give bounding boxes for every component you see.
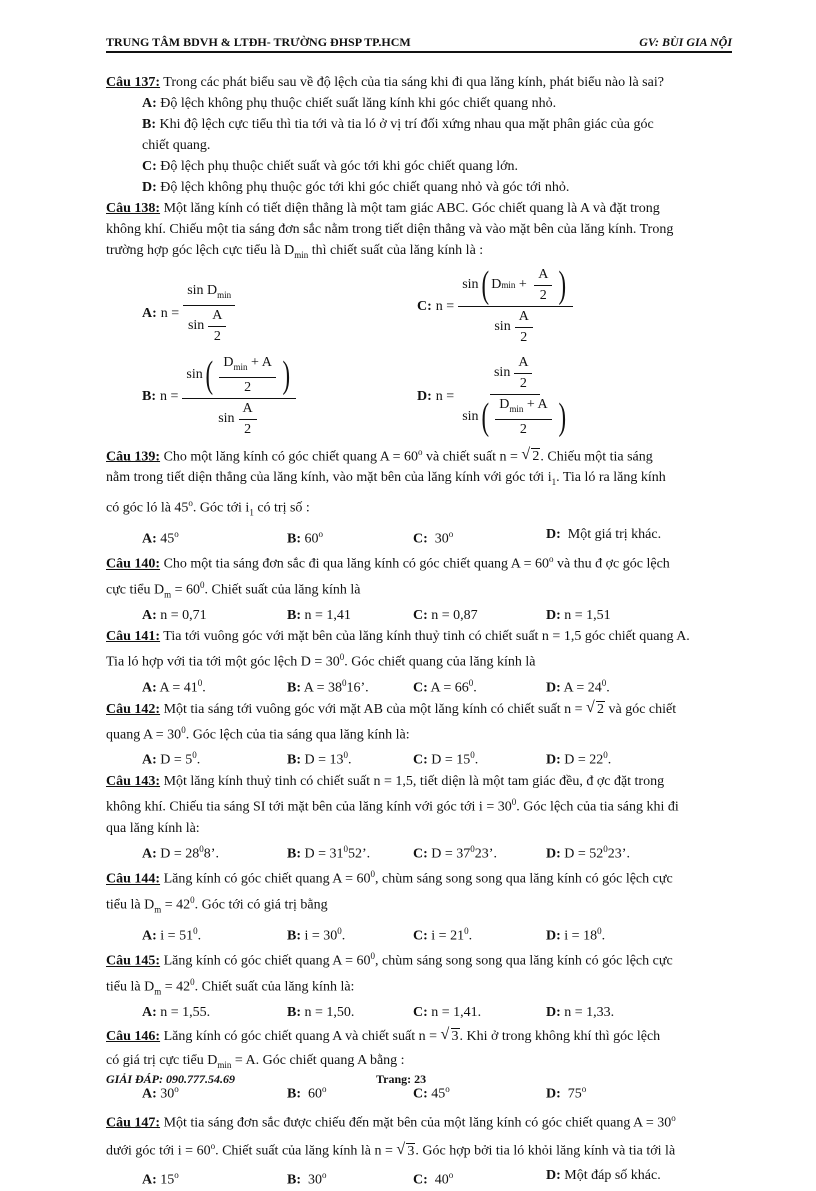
q139-options	[106, 524, 736, 550]
q144-line2: tiểu là $D_m = 42^0$. Góc tới có giá trị bằng	[106, 895, 328, 915]
question-146: Câu 146: Lăng kính có góc chiết quang A và chiết suất n = √ 3. Khi ở trong không khí thì góc lệch	[106, 1026, 736, 1047]
question-139: Câu 139: Cho một lăng kính có góc chiết quang $A = 60^o$ và chiết suất n = √ 2. Chiếu một tia sáng	[106, 442, 736, 468]
header-teacher: GV: BÙI GIA NỘI	[639, 35, 732, 49]
question-140: Câu 140: Cho một tia sáng đơn sắc đi qua lăng kính có góc chiết quang $A = 60^o$ và thu đ ợc góc lệch	[106, 554, 670, 573]
header-institution: TRUNG TÂM BDVH & LTĐH- TRƯỜNG ĐHSP TP.HCM	[106, 35, 411, 49]
footer-contact: GIẢI ĐÁP: 090.777.54.69	[106, 1072, 236, 1086]
page-number: Trang: 23	[376, 1072, 427, 1086]
q146-options: A: 30$^o$ B: 60$^o$ C: 45$^o$ D: 75$^o$	[142, 1084, 587, 1102]
q142-line2: quang $A = 30^0$. Góc lệch của tia sáng qua lăng kính là:	[106, 724, 410, 743]
q138-line3: trường hợp góc lệch cực tiểu là $D_{min}$ thì chiết suất của lăng kính là :	[106, 243, 484, 260]
question-142: Câu 142: Một tia sáng tới vuông góc với mặt AB của một lăng kính có chiết suất n = √ 2 và góc chiết	[106, 699, 736, 720]
q139-option-b: B: 60$^o$	[287, 528, 323, 547]
document-body	[106, 72, 736, 1191]
q138-option-b: B: n = sin ( $\frac{D_{min} + A}{2}$ ) sin $\frac{A}{2}$	[142, 354, 300, 439]
q140-line2: cực tiểu $D_m = 60^0$. Chiết suất của lăng kính là	[106, 580, 361, 600]
page-footer	[106, 1072, 732, 1088]
q137-option-b: B: Khi độ lệch cực tiểu thì tia tới và tia ló ở vị trí đối xứng nhau qua mặt phân giác của góc	[142, 117, 654, 132]
q139-option-a: A: 45$^o$	[142, 528, 179, 547]
q138-option-d: D: n = sin $\frac{A}{2}$ sin ( $\frac{D_{min} + A}{2}$ )	[417, 354, 566, 439]
q138-line2: không khí. Chiếu một tia sáng đơn sắc nằm trong tiết diện thẳng và vào mặt bên của lăng kính. Trong	[106, 222, 674, 237]
q145-line2: tiểu là $D_m = 42^0$. Chiết suất của lăng kính là:	[106, 976, 355, 997]
q145-options: A: n = 1,55. B: n = 1,50. C: n = 1,41. D: n = 1,33.	[142, 1005, 615, 1021]
q138-option-a: A: n = $\sin D_{min}$ sin $\frac{A}{2}$	[142, 282, 239, 346]
q141-options: A: $A = 41^0$. B: $A = 38^016$’. C: $A = 66^0$. D: $A = 24^0$.	[142, 678, 610, 696]
q142-options: A: $D = 5^0$. B: $D = 13^0$. C: $D = 15^0$. D: $D = 22^0$.	[142, 750, 612, 769]
q137-option-c: C: Độ lệch phụ thuộc chiết suất và góc tới khi góc chiết quang lớn.	[142, 159, 518, 174]
q137-option-d: D: Độ lệch không phụ thuộc góc tới khi góc chiết quang nhỏ và góc tới nhỏ.	[142, 180, 570, 195]
question-138: Câu 138: Một lăng kính có tiết diện thẳng là một tam giác ABC. Góc chiết quang là A và đặt trong	[106, 201, 660, 216]
q146-line2: có giá trị cực tiểu $D_{min} = A$. Góc chiết quang A bằng :	[106, 1053, 405, 1071]
q143-options: A: $D = 28^08$’. B: $D = 31^052$’. C: $D = 37^023$’. D: $D = 52^023$’.	[142, 843, 630, 862]
q137-option-a: A: Độ lệch không phụ thuộc chiết suất lăng kính khi góc chiết quang nhỏ.	[142, 96, 557, 111]
page-header	[106, 33, 732, 53]
q139-line2: nằm trong tiết diện thẳng của lăng kính, vào mặt bên của lăng kính với góc tới $i_1$. Tia ló ra lăng kính	[106, 470, 666, 488]
q139-line3: có góc ló là 45$^o$. Góc tới $i_1$ có trị số :	[106, 498, 310, 518]
question-144: Câu 144: Lăng kính có góc chiết quang $A = 60^0$, chùm sáng song song qua lăng kính có góc lệch cực	[106, 869, 673, 888]
q137-option-b-cont: chiết quang.	[142, 138, 211, 153]
question-145: Câu 145: Lăng kính có góc chiết quang $A = 60^0$, chùm sáng song song qua lăng kính có góc lệch cực	[106, 951, 673, 969]
question-137: Câu 137: Trong các phát biểu sau về độ lệch của tia sáng khi đi qua lăng kính, phát biểu nào là sai?	[106, 75, 664, 90]
q140-options: A: n = 0,71 B: n = 1,41 C: n = 0,87 D: n = 1,51	[142, 608, 611, 624]
q138-option-c: C: n = sin ( D min + $\frac{A}{2}$ ) sin $\frac{A}{2}$	[417, 266, 577, 347]
q144-options: A: $i = 51^0$. B: $i = 30^0$. C: $i = 21^0$. D: $i = 18^0$.	[142, 925, 606, 944]
question-147: Câu 147: Một tia sáng đơn sắc được chiếu đến mặt bên của một lăng kính có góc chiết quang $A = 30^o$	[106, 1112, 676, 1131]
question-141: Câu 141: Tia tới vuông góc với mặt bên của lăng kính thuỷ tinh có chiết suất n = 1,5 góc chiết quang A.	[106, 629, 690, 645]
q139-option-d: D: Một giá trị khác.	[546, 526, 662, 542]
q147-options: A: 15$^o$ B: 30$^o$ C: 40$^o$ D: Một đáp số khác.	[142, 1168, 661, 1188]
q138-formula-options	[106, 266, 736, 442]
q143-line2: không khí. Chiếu tia sáng SI tới mặt bên của lăng kính với góc tới $i = 30^0$. Góc lệch của tia sáng khi đi	[106, 797, 679, 815]
q139-option-c: C: 30$^o$	[413, 528, 454, 547]
q143-line3: qua lăng kính là:	[106, 820, 200, 836]
q147-line2: dưới góc tới $i = 60^o$. Chiết suất của lăng kính là n = √ 3. Góc hợp bởi tia ló khỏi lăng kính và tia tới là	[106, 1136, 736, 1162]
question-143: Câu 143: Một lăng kính thuỷ tinh có chiết suất n = 1,5, tiết diện là một tam giác đều, đ ợc đặt trong	[106, 774, 665, 790]
q141-line2: Tia ló hợp với tia tới một góc lệch $D = 30^0$. Góc chiết quang của lăng kính là	[106, 652, 536, 671]
